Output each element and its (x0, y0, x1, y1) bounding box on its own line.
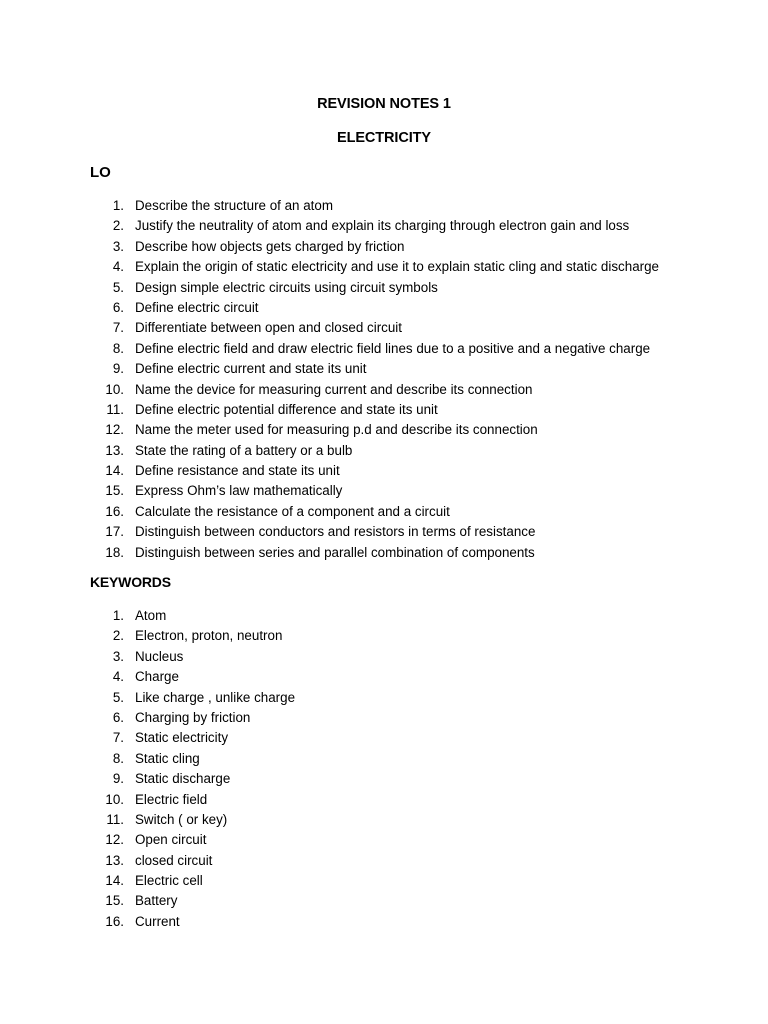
list-text: Define electric circuit (135, 299, 259, 315)
list-text: Express Ohm’s law mathematically (135, 483, 343, 499)
list-text: Design simple electric circuits using circuit symbols (135, 279, 438, 295)
list-number: 15. (105, 893, 124, 909)
list-text: Nucleus (135, 648, 184, 664)
list-text: Calculate the resistance of a component and a circuit (135, 503, 450, 519)
list-number: 15. (105, 483, 124, 499)
list-text: Static cling (135, 750, 200, 766)
list-number: 11. (106, 811, 124, 827)
list-number: 10. (105, 791, 124, 807)
list-number: 3. (112, 238, 124, 254)
list-text: Charging by friction (135, 709, 251, 725)
list-number: 17. (105, 524, 124, 540)
list-text: Describe how objects gets charged by friction (135, 238, 405, 254)
list-number: 12. (105, 832, 124, 848)
list-text: Switch ( or key) (135, 811, 228, 827)
list-number: 8. (112, 340, 124, 356)
list-text: Battery (135, 893, 178, 909)
list-text: Distinguish between conductors and resistors in terms of resistance (135, 524, 536, 540)
list-number: 6. (112, 709, 124, 725)
list-number: 7. (112, 730, 124, 746)
list-text: Explain the origin of static electricity and use it to explain static cling and static discharge (135, 259, 659, 275)
list-text: Define electric field and draw electric field lines due to a positive and a negative charge (135, 340, 651, 356)
list-number: 2. (112, 218, 124, 234)
list-number: 13. (105, 852, 124, 868)
list-number: 2. (112, 628, 124, 644)
list-text: Current (135, 913, 180, 929)
list-text: Justify the neutrality of atom and explain its charging through electron gain and loss (135, 218, 630, 234)
list-number: 14. (105, 873, 124, 889)
list-text: closed circuit (135, 852, 213, 868)
list-number: 12. (105, 422, 124, 438)
list-text: Name the meter used for measuring p.d and describe its connection (135, 422, 538, 438)
list-number: 4. (112, 669, 124, 685)
list-number: 16. (105, 913, 124, 929)
list-number: 10. (105, 381, 124, 397)
list-text: Define resistance and state its unit (135, 463, 340, 479)
list-text: Differentiate between open and closed circuit (135, 320, 402, 336)
list-number: 5. (112, 279, 124, 295)
list-number: 6. (112, 299, 124, 315)
list-number: 14. (105, 463, 124, 479)
list-number: 13. (105, 442, 124, 458)
list-number: 9. (112, 771, 124, 787)
list-text: Electric field (135, 791, 208, 807)
keywords-heading: KEYWORDS (90, 574, 171, 590)
list-number: 11. (106, 401, 124, 417)
list-text: Define electric potential difference and state its unit (135, 401, 438, 417)
list-number: 7. (112, 320, 124, 336)
document-title: REVISION NOTES 1 (317, 96, 451, 112)
list-number: 16. (105, 503, 124, 519)
list-number: 8. (112, 750, 124, 766)
document-subtitle: ELECTRICITY (337, 130, 431, 146)
list-text: Name the device for measuring current and describe its connection (135, 381, 533, 397)
list-number: 9. (112, 361, 124, 377)
list-text: Open circuit (135, 832, 207, 848)
list-text: Electron, proton, neutron (135, 628, 283, 644)
list-number: 18. (105, 544, 124, 560)
list-text: State the rating of a battery or a bulb (135, 442, 353, 458)
list-number: 4. (112, 259, 124, 275)
list-number: 1. (112, 198, 124, 213)
list-text: Define electric current and state its unit (135, 361, 367, 377)
lo-heading: LO (90, 164, 111, 181)
list-text: Distinguish between series and parallel combination of components (135, 544, 535, 560)
list-text: Static discharge (135, 771, 231, 787)
list-number: 5. (112, 689, 124, 705)
list-text: Atom (135, 608, 167, 623)
list-number: 3. (112, 648, 124, 664)
list-text: Electric cell (135, 873, 203, 889)
list-text: Like charge , unlike charge (135, 689, 296, 705)
list-text: Describe the structure of an atom (135, 198, 333, 213)
list-text: Static electricity (135, 730, 229, 746)
list-text: Charge (135, 669, 179, 685)
list-number: 1. (112, 608, 124, 623)
